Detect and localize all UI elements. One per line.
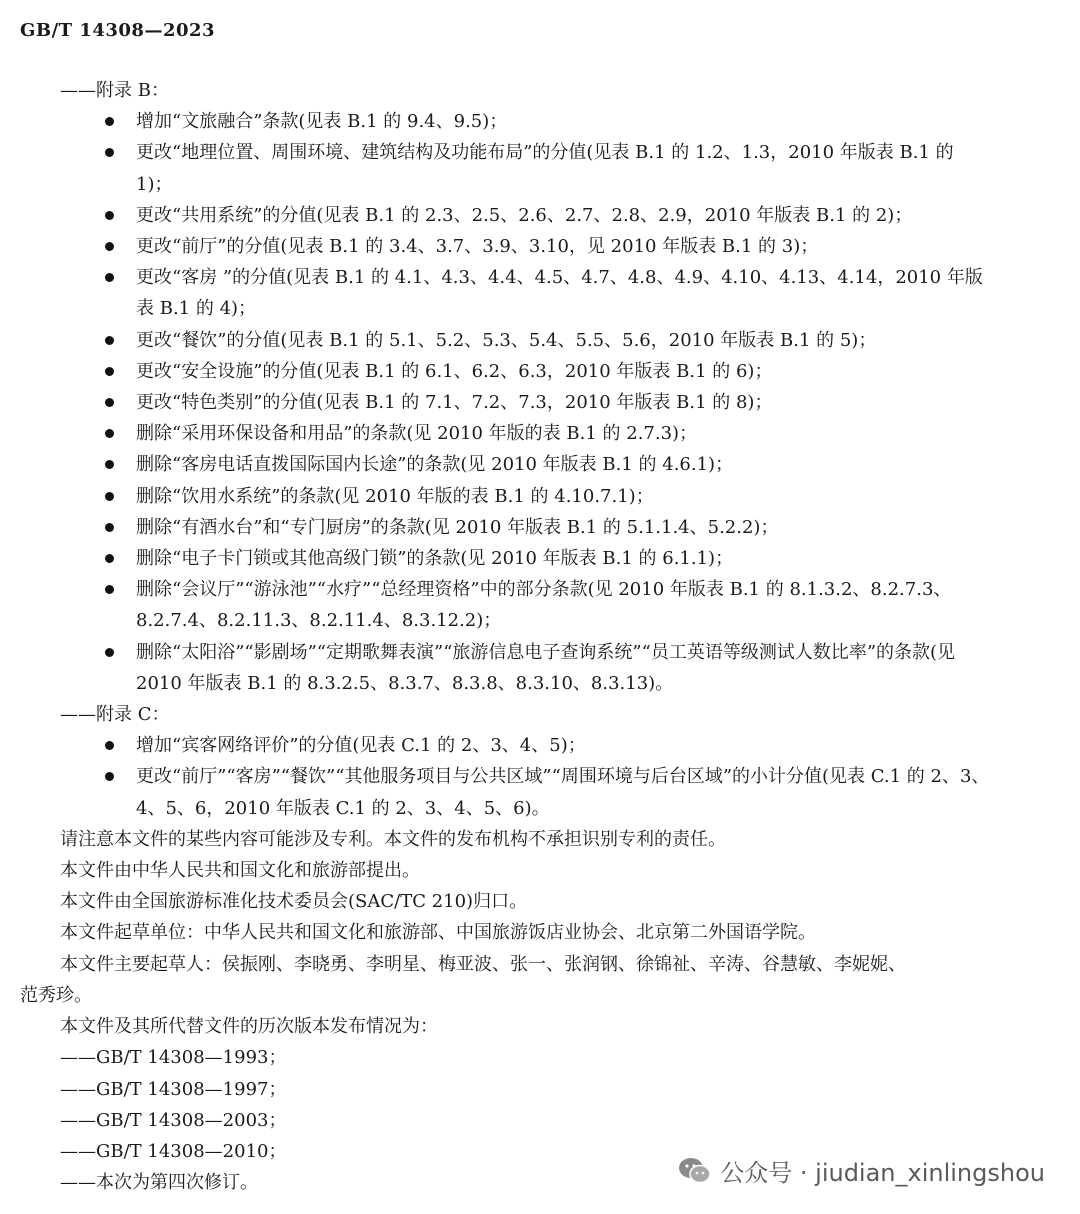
drafters-continuation: 范秀珍。	[20, 984, 92, 1006]
list-item: ——本次为第四次修订。	[60, 1172, 258, 1194]
bullet-icon	[105, 367, 114, 376]
patent-notice: 请注意本文件的某些内容可能涉及专利。本文件的发布机构不承担识别专利的责任。	[60, 828, 726, 850]
list-item: 更改“特色类别”的分值(见表 B.1 的 7.1、7.2、7.3，2010 年版表 B.1 的 8)；	[60, 387, 1050, 418]
list-item: 删除“采用环保设备和用品”的条款(见 2010 年版的表 B.1 的 2.7.3)；	[60, 418, 1050, 449]
watermark	[678, 1153, 1045, 1188]
list-item: 增加“宾客网络评价”的分值(见表 C.1 的 2、3、4、5)；	[60, 730, 1050, 761]
list-item: 删除“电子卡门锁或其他高级门锁”的条款(见 2010 年版表 B.1 的 6.1.1)；	[60, 543, 1050, 574]
appendix-b-heading: ——附录 B：	[60, 80, 169, 101]
bullet-icon	[105, 398, 114, 407]
bullet-icon	[105, 554, 114, 563]
bullet-icon	[105, 523, 114, 532]
bullet-icon	[105, 211, 114, 220]
bullet-icon	[105, 242, 114, 251]
wechat-icon	[678, 1157, 712, 1185]
bullet-icon	[105, 273, 114, 282]
list-item: ——GB/T 14308—2003；	[60, 1109, 287, 1131]
appendix-b-list	[60, 106, 1050, 699]
bullet-icon	[105, 492, 114, 501]
list-item: ——GB/T 14308—1993；	[60, 1047, 287, 1069]
drafting-units: 本文件起草单位：中华人民共和国文化和旅游部、中国旅游饭店业协会、北京第二外国语学院。	[60, 922, 816, 944]
bullet-icon	[105, 772, 114, 781]
list-item: 删除“会议厅”“游泳池”“水疗”“总经理资格”中的部分条款(见 2010 年版表 B.1 的 8.1.3.2、8.2.7.3、8.2.7.4、8.2.11.3、8.2.11.4、8.3.12.2)；	[60, 574, 1050, 636]
bullet-icon	[105, 336, 114, 345]
list-item: 删除“饮用水系统”的条款(见 2010 年版的表 B.1 的 4.10.7.1)；	[60, 481, 1050, 512]
bullet-icon	[105, 585, 114, 594]
bullet-icon	[105, 117, 114, 126]
list-item: 更改“地理位置、周围环境、建筑结构及功能布局”的分值(见表 B.1 的 1.2、1.3，2010 年版表 B.1 的 1)；	[60, 137, 1050, 199]
committee-statement: 本文件由全国旅游标准化技术委员会(SAC/TC 210)归口。	[60, 891, 528, 913]
bullet-icon	[105, 648, 114, 657]
bullet-icon	[105, 460, 114, 469]
list-item: 更改“前厅”“客房”“餐饮”“其他服务项目与公共区域”“周围环境与后台区域”的小计分值(见表 C.1 的 2、3、4、5、6，2010 年版表 C.1 的 2、3、4、5、6)。	[60, 761, 1050, 823]
appendix-c-list	[60, 730, 1050, 824]
appendix-c-heading: ——附录 C：	[60, 704, 170, 726]
list-item: 更改“餐饮”的分值(见表 B.1 的 5.1、5.2、5.3、5.4、5.5、5.6，2010 年版表 B.1 的 5)；	[60, 325, 1050, 356]
list-item: 更改“共用系统”的分值(见表 B.1 的 2.3、2.5、2.6、2.7、2.8、2.9，2010 年版表 B.1 的 2)；	[60, 200, 1050, 231]
bullet-icon	[105, 741, 114, 750]
list-item: 更改“客房 ”的分值(见表 B.1 的 4.1、4.3、4.4、4.5、4.7、4.8、4.9、4.10、4.13、4.14，2010 年版表 B.1 的 4)；	[60, 262, 1050, 324]
main-drafters	[20, 949, 1050, 1011]
proposer-statement: 本文件由中华人民共和国文化和旅游部提出。	[60, 860, 420, 882]
list-item: 更改“安全设施”的分值(见表 B.1 的 6.1、6.2、6.3，2010 年版表 B.1 的 6)；	[60, 356, 1050, 387]
list-item: ——GB/T 14308—1997；	[60, 1078, 287, 1100]
history-intro: 本文件及其所代替文件的历次版本发布情况为：	[60, 1016, 438, 1038]
watermark-text: 公众号 · jiudian_xinlingshou	[720, 1159, 1045, 1187]
bullet-icon	[105, 148, 114, 157]
standard-number: GB/T 14308—2023	[20, 20, 216, 41]
list-item: 删除“客房电话直拨国际国内长途”的条款(见 2010 年版表 B.1 的 4.6.1)；	[60, 449, 1050, 480]
document-body	[20, 75, 1050, 1198]
list-item: 更改“前厅”的分值(见表 B.1 的 3.4、3.7、3.9、3.10，见 2010 年版表 B.1 的 3)；	[60, 231, 1050, 262]
list-item: 增加“文旅融合”条款(见表 B.1 的 9.4、9.5)；	[60, 106, 1050, 137]
drafters-line: 本文件主要起草人：侯振刚、李晓勇、李明星、梅亚波、张一、张润钢、徐锦祉、辛涛、谷慧敏、李妮妮、	[60, 953, 906, 975]
list-item: 删除“有酒水台”和“专门厨房”的条款(见 2010 年版表 B.1 的 5.1.1.4、5.2.2)；	[60, 512, 1050, 543]
bullet-icon	[105, 429, 114, 438]
list-item: ——GB/T 14308—2010；	[60, 1140, 287, 1162]
list-item: 删除“太阳浴”“影剧场”“定期歌舞表演”“旅游信息电子查询系统”“员工英语等级测试人数比率”的条款(见 2010 年版表 B.1 的 8.3.2.5、8.3.7、8.3.8、8.3.10、8.3.13)。	[60, 637, 1050, 699]
